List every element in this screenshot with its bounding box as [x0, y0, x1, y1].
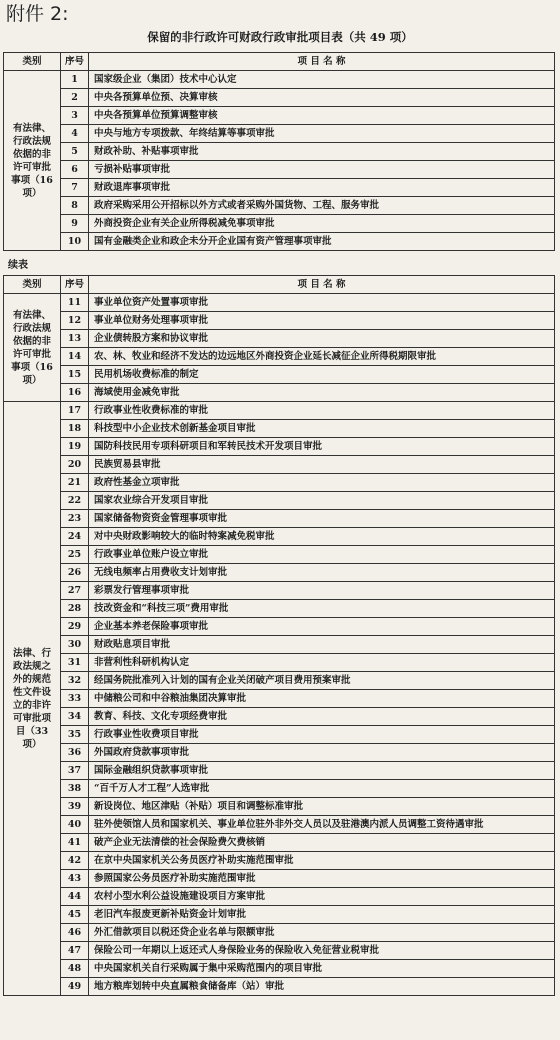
- table-row: [4, 978, 555, 996]
- item-name: 在京中央国家机关公务员医疗补助实施范围审批: [89, 852, 555, 870]
- row-number: 33: [61, 690, 89, 708]
- item-name: 国防科技民用专项科研项目和军转民技术开发项目审批: [89, 438, 555, 456]
- item-name: 企业基本养老保险事项审批: [89, 618, 555, 636]
- table-row: [4, 89, 555, 107]
- table-row: [4, 672, 555, 690]
- table-row: [4, 510, 555, 528]
- item-name: 政府采购采用公开招标以外方式或者采购外国货物、工程、服务审批: [89, 197, 555, 215]
- item-name: 保险公司一年期以上返还式人身保险业务的保险收入免征营业税审批: [89, 942, 555, 960]
- table-row: [4, 312, 555, 330]
- row-number: 14: [61, 348, 89, 366]
- item-name: 中央与地方专项拨款、年终结算等事项审批: [89, 125, 555, 143]
- item-name: 外商投资企业有关企业所得税减免事项审批: [89, 215, 555, 233]
- item-name: 破产企业无法清偿的社会保险费欠费核销: [89, 834, 555, 852]
- row-number: 26: [61, 564, 89, 582]
- row-number: 47: [61, 942, 89, 960]
- category-cell: 有法律、行政法规依据的非许可审批事项（16项）: [4, 71, 61, 251]
- item-name: 经国务院批准列入计划的国有企业关闭破产项目费用预案审批: [89, 672, 555, 690]
- header-category: 类别: [4, 276, 61, 294]
- table-row: [4, 71, 555, 89]
- table-row: [4, 125, 555, 143]
- row-number: 19: [61, 438, 89, 456]
- table-row: [4, 960, 555, 978]
- item-name: 企业债转股方案和协议审批: [89, 330, 555, 348]
- item-name: 科技型中小企业技术创新基金项目审批: [89, 420, 555, 438]
- row-number: 6: [61, 161, 89, 179]
- table-row: [4, 708, 555, 726]
- table-row: [4, 366, 555, 384]
- row-number: 40: [61, 816, 89, 834]
- row-number: 31: [61, 654, 89, 672]
- attachment-label: 附件 2:: [6, 3, 69, 25]
- header-number: 序号: [61, 276, 89, 294]
- document-title: 保留的非行政许可财政行政审批项目表（共 49 项）: [147, 30, 413, 44]
- table-row: [4, 924, 555, 942]
- table-row: [4, 780, 555, 798]
- table-row: [4, 618, 555, 636]
- item-name: 老旧汽车报废更新补贴资金计划审批: [89, 906, 555, 924]
- table-row: [4, 546, 555, 564]
- table-row: [4, 816, 555, 834]
- header-name: 项 目 名 称: [89, 53, 555, 71]
- item-name: 无线电频率占用费收支计划审批: [89, 564, 555, 582]
- item-name: 农村小型水利公益设施建设项目方案审批: [89, 888, 555, 906]
- table-row: [4, 492, 555, 510]
- item-name: 教育、科技、文化专项经费审批: [89, 708, 555, 726]
- table-row: [4, 798, 555, 816]
- item-name: 中储粮公司和中谷粮油集团决算审批: [89, 690, 555, 708]
- row-number: 45: [61, 906, 89, 924]
- item-name: 行政事业性收费项目审批: [89, 726, 555, 744]
- table-row: [4, 726, 555, 744]
- table-row: [4, 179, 555, 197]
- row-number: 10: [61, 233, 89, 251]
- item-name: 技改资金和“科技三项”费用审批: [89, 600, 555, 618]
- row-number: 34: [61, 708, 89, 726]
- row-number: 13: [61, 330, 89, 348]
- table-row: [4, 438, 555, 456]
- table-row: [4, 654, 555, 672]
- approval-table-part2: [3, 275, 555, 996]
- table-row: [4, 528, 555, 546]
- item-name: 彩票发行管理事项审批: [89, 582, 555, 600]
- item-name: 农、林、牧业和经济不发达的边远地区外商投资企业延长减征企业所得税期限审批: [89, 348, 555, 366]
- row-number: 20: [61, 456, 89, 474]
- item-name: 事业单位财务处理事项审批: [89, 312, 555, 330]
- item-name: 事业单位资产处置事项审批: [89, 294, 555, 312]
- approval-table-part1: [3, 52, 555, 251]
- row-number: 49: [61, 978, 89, 996]
- table-row: [4, 762, 555, 780]
- row-number: 12: [61, 312, 89, 330]
- item-name: 国际金融组织贷款事项审批: [89, 762, 555, 780]
- row-number: 5: [61, 143, 89, 161]
- item-name: 参照国家公务员医疗补助实施范围审批: [89, 870, 555, 888]
- table-row: [4, 215, 555, 233]
- item-name: 财政退库事项审批: [89, 179, 555, 197]
- item-name: 非营利性科研机构认定: [89, 654, 555, 672]
- table-row: [4, 384, 555, 402]
- row-number: 11: [61, 294, 89, 312]
- row-number: 29: [61, 618, 89, 636]
- row-number: 28: [61, 600, 89, 618]
- row-number: 2: [61, 89, 89, 107]
- table-row: [4, 834, 555, 852]
- table-row: [4, 888, 555, 906]
- item-name: 海域使用金减免审批: [89, 384, 555, 402]
- category-cell: 有法律、行政法规依据的非许可审批事项（16项）: [4, 294, 61, 402]
- item-name: 地方粮库划转中央直属粮食储备库（站）审批: [89, 978, 555, 996]
- row-number: 37: [61, 762, 89, 780]
- row-number: 17: [61, 402, 89, 420]
- row-number: 24: [61, 528, 89, 546]
- row-number: 27: [61, 582, 89, 600]
- row-number: 46: [61, 924, 89, 942]
- table-row: [4, 197, 555, 215]
- table-row: [4, 330, 555, 348]
- row-number: 8: [61, 197, 89, 215]
- category-cell: 法律、行政法规之外的规范性文件设立的非许可审批项目（33项）: [4, 402, 61, 996]
- row-number: 15: [61, 366, 89, 384]
- header-number: 序号: [61, 53, 89, 71]
- item-name: 民用机场收费标准的制定: [89, 366, 555, 384]
- item-name: 财政贴息项目审批: [89, 636, 555, 654]
- item-name: “百千万人才工程”人选审批: [89, 780, 555, 798]
- row-number: 44: [61, 888, 89, 906]
- table-row: [4, 744, 555, 762]
- row-number: 35: [61, 726, 89, 744]
- item-name: 国家农业综合开发项目审批: [89, 492, 555, 510]
- item-name: 新设岗位、地区津贴（补贴）项目和调整标准审批: [89, 798, 555, 816]
- table-row: [4, 161, 555, 179]
- row-number: 32: [61, 672, 89, 690]
- item-name: 民族贸易县审批: [89, 456, 555, 474]
- item-name: 中央各预算单位预、决算审核: [89, 89, 555, 107]
- row-number: 43: [61, 870, 89, 888]
- table-row: [4, 600, 555, 618]
- row-number: 9: [61, 215, 89, 233]
- item-name: 中央各预算单位预算调整审核: [89, 107, 555, 125]
- item-name: 外汇借款项目以税还贷企业名单与限额审批: [89, 924, 555, 942]
- table-row: [4, 564, 555, 582]
- row-number: 21: [61, 474, 89, 492]
- row-number: 25: [61, 546, 89, 564]
- item-name: 对中央财政影响较大的临时特案减免税审批: [89, 528, 555, 546]
- item-name: 国有金融类企业和政企未分开企业国有资产管理事项审批: [89, 233, 555, 251]
- item-name: 外国政府贷款事项审批: [89, 744, 555, 762]
- row-number: 3: [61, 107, 89, 125]
- table-row: [4, 107, 555, 125]
- row-number: 48: [61, 960, 89, 978]
- table-row: [4, 143, 555, 161]
- table-row: [4, 420, 555, 438]
- table-row: [4, 233, 555, 251]
- table-row: [4, 294, 555, 312]
- table-row: [4, 348, 555, 366]
- item-name: 财政补助、补贴事项审批: [89, 143, 555, 161]
- table-row: [4, 456, 555, 474]
- row-number: 30: [61, 636, 89, 654]
- table-row: [4, 402, 555, 420]
- table-row: [4, 474, 555, 492]
- table-row: [4, 870, 555, 888]
- row-number: 38: [61, 780, 89, 798]
- item-name: 驻外使领馆人员和国家机关、事业单位驻外非外交人员以及驻港澳内派人员调整工资待遇审批: [89, 816, 555, 834]
- continued-label: 续表: [8, 260, 28, 271]
- row-number: 41: [61, 834, 89, 852]
- row-number: 16: [61, 384, 89, 402]
- row-number: 7: [61, 179, 89, 197]
- row-number: 42: [61, 852, 89, 870]
- row-number: 23: [61, 510, 89, 528]
- item-name: 行政事业单位账户设立审批: [89, 546, 555, 564]
- table-row: [4, 582, 555, 600]
- table-row: [4, 636, 555, 654]
- item-name: 政府性基金立项审批: [89, 474, 555, 492]
- table-row: [4, 906, 555, 924]
- item-name: 国家储备物资资金管理事项审批: [89, 510, 555, 528]
- header-name: 项 目 名 称: [89, 276, 555, 294]
- table-row: [4, 942, 555, 960]
- table-row: [4, 690, 555, 708]
- row-number: 1: [61, 71, 89, 89]
- row-number: 39: [61, 798, 89, 816]
- row-number: 4: [61, 125, 89, 143]
- item-name: 中央国家机关自行采购属于集中采购范围内的项目审批: [89, 960, 555, 978]
- row-number: 36: [61, 744, 89, 762]
- row-number: 18: [61, 420, 89, 438]
- item-name: 行政事业性收费标准的审批: [89, 402, 555, 420]
- item-name: 国家级企业（集团）技术中心认定: [89, 71, 555, 89]
- item-name: 亏损补贴事项审批: [89, 161, 555, 179]
- header-category: 类别: [4, 53, 61, 71]
- table-row: [4, 852, 555, 870]
- row-number: 22: [61, 492, 89, 510]
